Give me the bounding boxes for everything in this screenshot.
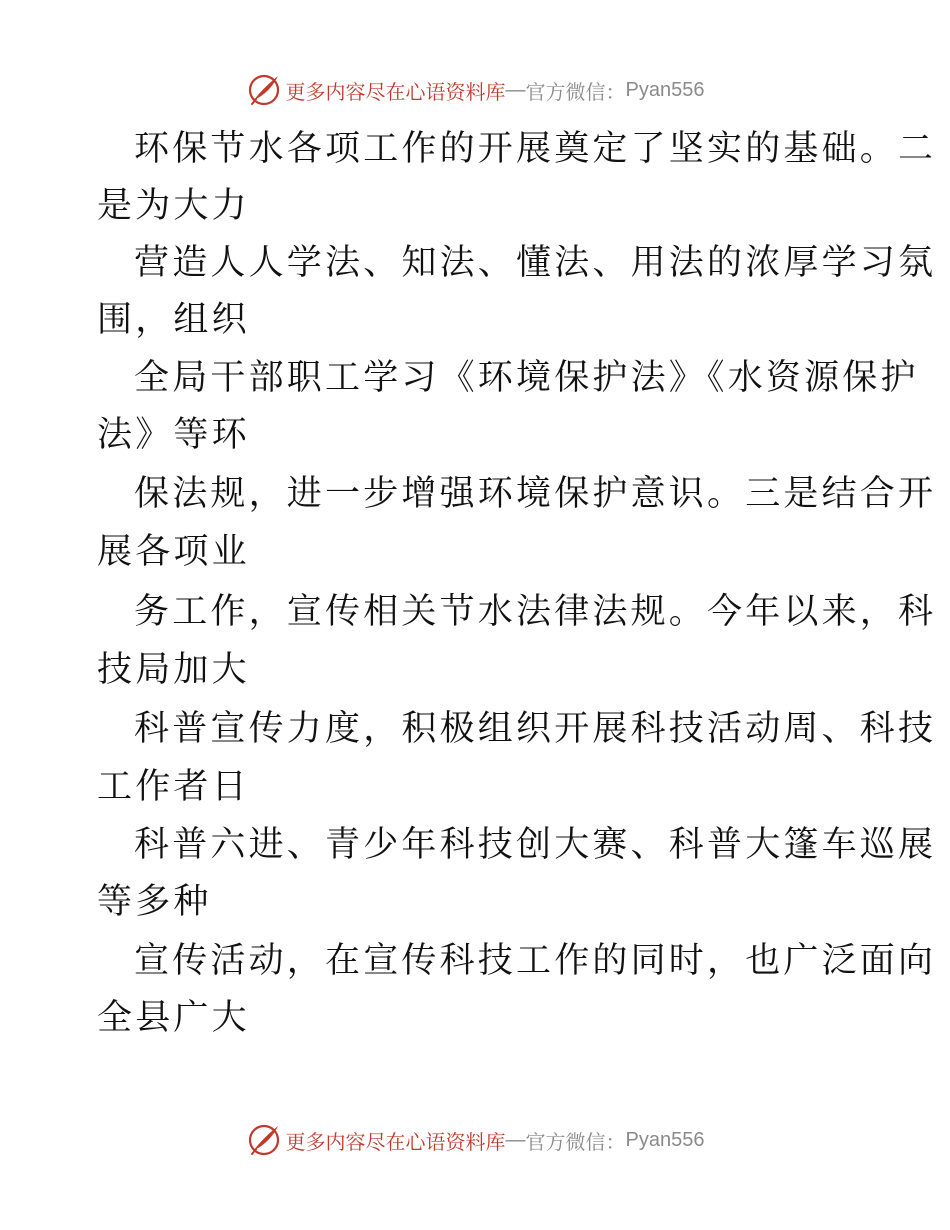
text-line: 宣传活动，在宣传科技工作的同时，也广泛面向	[134, 941, 937, 981]
watermark-wechat-id: Pyan556	[625, 78, 705, 101]
text-line: 法》等环	[97, 415, 250, 455]
watermark-brand-text: 更多内容尽在心语资料库	[285, 79, 506, 104]
watermark-wechat-label: 官方微信：	[525, 1131, 626, 1154]
text-line: 围，组织	[97, 300, 250, 340]
text-line: 科普宣传力度，积极组织开展科技活动周、科技	[134, 709, 937, 749]
text-line: 全县广大	[97, 998, 250, 1038]
quill-pen-logo-icon	[246, 1122, 282, 1158]
text-line: 工作者日	[97, 767, 250, 807]
watermark-dash: —	[505, 1128, 526, 1151]
text-line: 等多种	[97, 882, 212, 922]
text-line: 保法规，进一步增强环境保护意识。三是结合开	[134, 474, 937, 514]
watermark-wechat-id: Pyan556	[625, 1128, 705, 1151]
text-line: 展各项业	[97, 532, 250, 572]
text-line: 营造人人学法、知法、懂法、用法的浓厚学习氛	[134, 243, 937, 283]
text-line: 环保节水各项工作的开展奠定了坚实的基础。二	[134, 129, 937, 169]
text-line: 技局加大	[97, 650, 250, 690]
text-line: 全局干部职工学习《环境保护法》《水资源保护	[134, 358, 919, 398]
quill-pen-logo-icon	[246, 72, 282, 108]
footer-watermark	[0, 1120, 950, 1160]
text-line: 科普六进、青少年科技创大赛、科普大篷车巡展	[134, 825, 937, 865]
text-line: 是为大力	[97, 186, 250, 226]
header-watermark	[0, 70, 950, 110]
text-line: 务工作，宣传相关节水法律法规。今年以来，科	[134, 592, 937, 632]
watermark-dash: —	[505, 78, 526, 101]
watermark-brand-text: 更多内容尽在心语资料库	[285, 1129, 506, 1154]
watermark-wechat-label: 官方微信：	[525, 81, 626, 104]
